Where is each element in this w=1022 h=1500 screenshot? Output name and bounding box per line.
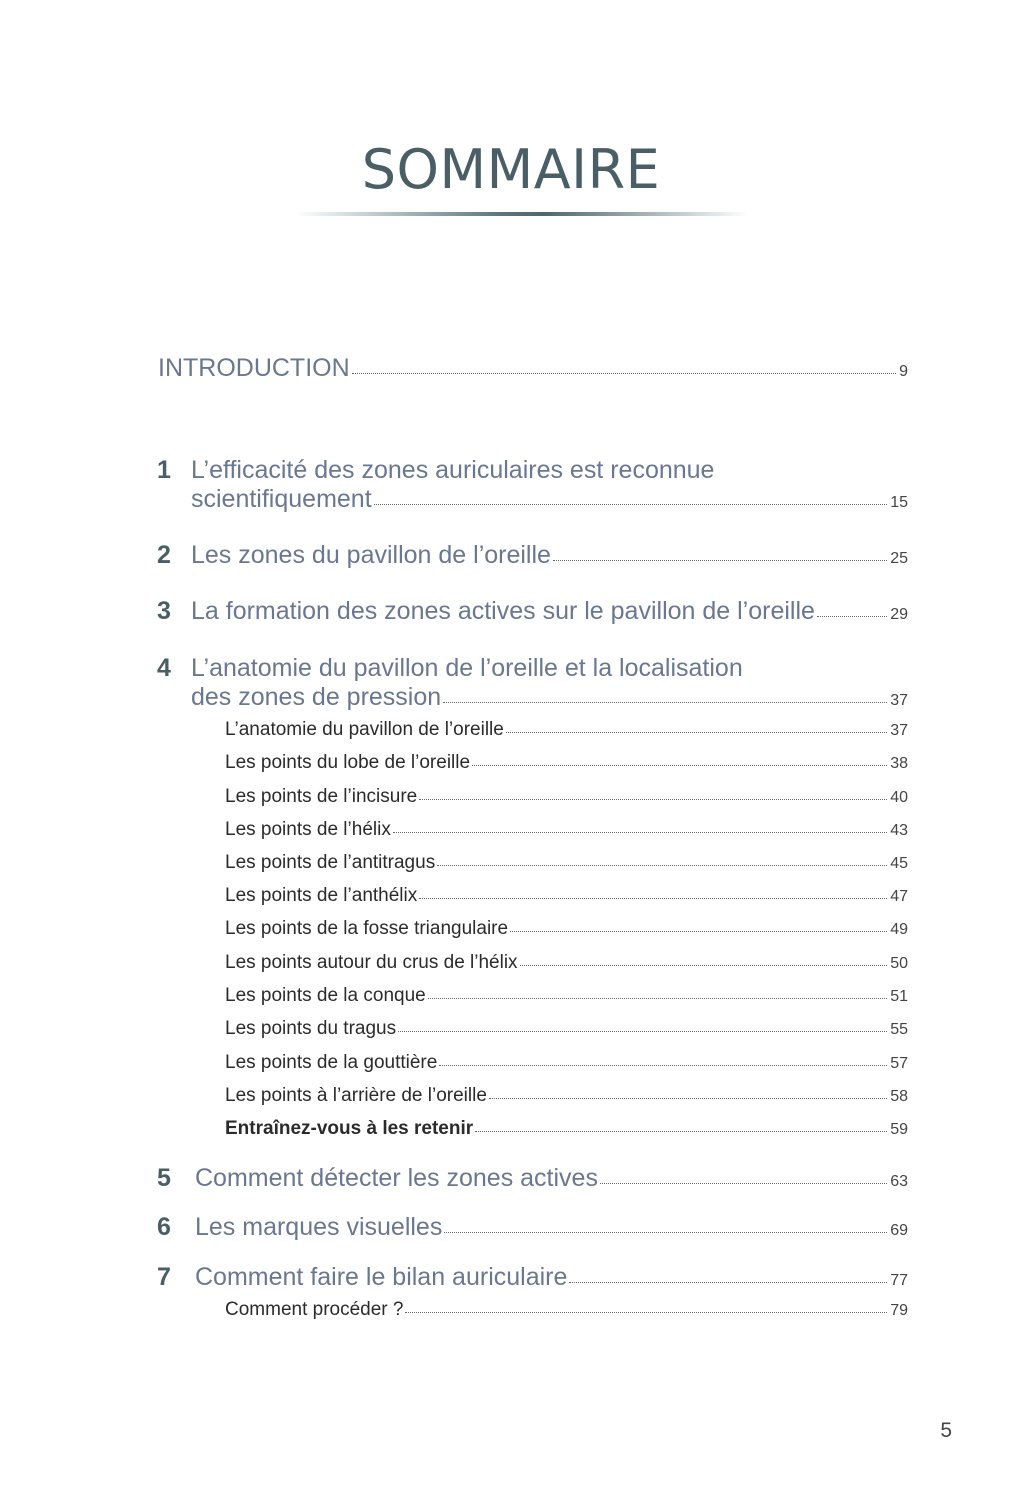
chapter-number: 3 — [157, 597, 171, 625]
toc-entry-page: 15 — [890, 494, 908, 511]
section-title: Les points du tragus — [225, 1018, 397, 1039]
toc-section[interactable] — [225, 918, 908, 940]
chapter-number: 7 — [157, 1263, 171, 1291]
toc-entry-page: 63 — [890, 1173, 908, 1190]
section-title: Les points de l’incisure — [225, 786, 418, 807]
section-page: 57 — [890, 1055, 908, 1072]
section-page: 40 — [890, 789, 908, 806]
dot-leader — [510, 931, 887, 932]
section-page: 59 — [890, 1121, 908, 1138]
toc-section[interactable] — [225, 719, 908, 741]
dot-leader — [817, 616, 887, 617]
section-title: Les points autour du crus de l’hélix — [225, 952, 518, 973]
section-page: 45 — [890, 855, 908, 872]
toc-entry-page: 9 — [899, 363, 908, 380]
dot-leader — [419, 799, 887, 800]
dot-leader — [428, 998, 887, 999]
chapter-number: 2 — [157, 541, 171, 569]
toc-section[interactable] — [225, 819, 908, 841]
toc-entry-page: 29 — [890, 606, 908, 623]
toc-section[interactable] — [225, 1018, 908, 1040]
section-title: Les points de l’anthélix — [225, 885, 418, 906]
section-page: 79 — [890, 1302, 908, 1319]
dot-leader — [437, 865, 887, 866]
toc-section[interactable] — [225, 1052, 908, 1074]
dot-leader — [472, 765, 887, 766]
dot-leader — [352, 373, 896, 374]
toc-entry-chapter-7[interactable] — [195, 1263, 908, 1292]
chapter-title-line2: scientifiquement — [191, 485, 372, 513]
chapter-title: Les zones du pavillon de l’oreille — [191, 541, 551, 569]
dot-leader — [419, 898, 887, 899]
toc-section[interactable] — [225, 952, 908, 974]
chapter-title-line1[interactable]: L’efficacité des zones auriculaires est reconnue — [191, 456, 715, 484]
dot-leader — [393, 832, 887, 833]
dot-leader — [489, 1098, 887, 1099]
toc-entry-label: INTRODUCTION — [158, 354, 350, 382]
section-page: 51 — [890, 988, 908, 1005]
dot-leader — [520, 965, 888, 966]
toc-section[interactable] — [225, 985, 908, 1007]
section-title: Les points de l’hélix — [225, 819, 391, 840]
section-title: Les points de la conque — [225, 985, 426, 1006]
section-title: L’anatomie du pavillon de l’oreille — [225, 719, 504, 740]
section-page: 49 — [890, 921, 908, 938]
dot-leader — [569, 1282, 887, 1283]
dot-leader — [506, 732, 887, 733]
section-page: 55 — [890, 1021, 908, 1038]
section-page: 43 — [890, 822, 908, 839]
chapter-number: 6 — [157, 1213, 171, 1241]
toc-entry-page: 77 — [890, 1272, 908, 1289]
section-title: Les points de l’antitragus — [225, 852, 436, 873]
section-title: Les points de la fosse triangulaire — [225, 918, 509, 939]
section-title: Entraînez-vous à les retenir — [225, 1118, 474, 1139]
chapter-title: Comment faire le bilan auriculaire — [195, 1263, 568, 1291]
section-title: Les points à l’arrière de l’oreille — [225, 1085, 487, 1106]
section-title: Comment procéder ? — [225, 1299, 404, 1320]
chapter-number: 5 — [157, 1164, 171, 1192]
toc-section[interactable] — [225, 1299, 908, 1321]
section-page: 37 — [890, 722, 908, 739]
toc-entry-page: 37 — [890, 692, 908, 709]
toc-section[interactable] — [225, 852, 908, 874]
toc-entry-introduction[interactable] — [158, 354, 908, 383]
section-title: Les points du lobe de l’oreille — [225, 752, 471, 773]
dot-leader — [439, 1065, 887, 1066]
section-page: 58 — [890, 1088, 908, 1105]
dot-leader — [374, 504, 888, 505]
section-page: 47 — [890, 888, 908, 905]
toc-entry-chapter-3[interactable] — [191, 597, 908, 626]
dot-leader — [398, 1031, 887, 1032]
chapter-title: La formation des zones actives sur le pavillon de l’oreille — [191, 597, 815, 625]
dot-leader — [405, 1312, 887, 1313]
toc-entry-chapter-1[interactable] — [191, 485, 908, 514]
dot-leader — [475, 1131, 887, 1132]
chapter-title-line2: des zones de pression — [191, 683, 442, 711]
page-number: 5 — [940, 1419, 952, 1442]
toc-section[interactable] — [225, 786, 908, 808]
section-page: 50 — [890, 955, 908, 972]
toc-entry-chapter-6[interactable] — [195, 1213, 908, 1242]
chapter-title: Comment détecter les zones actives — [195, 1164, 598, 1192]
chapter-number: 4 — [157, 654, 171, 682]
chapter-number: 1 — [157, 456, 171, 484]
dot-leader — [444, 1232, 887, 1233]
toc-entry-page: 69 — [890, 1222, 908, 1239]
toc-entry-chapter-2[interactable] — [191, 541, 908, 570]
toc-section-exercise[interactable] — [225, 1118, 908, 1140]
section-page: 38 — [890, 755, 908, 772]
toc-entry-page: 25 — [890, 550, 908, 567]
chapter-title: Les marques visuelles — [195, 1213, 443, 1241]
dot-leader — [553, 560, 887, 561]
toc-entry-chapter-5[interactable] — [195, 1164, 908, 1193]
toc-section[interactable] — [225, 885, 908, 907]
section-title: Les points de la gouttière — [225, 1052, 438, 1073]
toc-section[interactable] — [225, 752, 908, 774]
dot-leader — [443, 702, 887, 703]
page-title: SOMMAIRE — [361, 138, 661, 201]
toc-section[interactable] — [225, 1085, 908, 1107]
toc-entry-chapter-4[interactable] — [191, 683, 908, 712]
dot-leader — [600, 1183, 887, 1184]
chapter-title-line1[interactable]: L’anatomie du pavillon de l’oreille et la localisation — [191, 654, 743, 682]
